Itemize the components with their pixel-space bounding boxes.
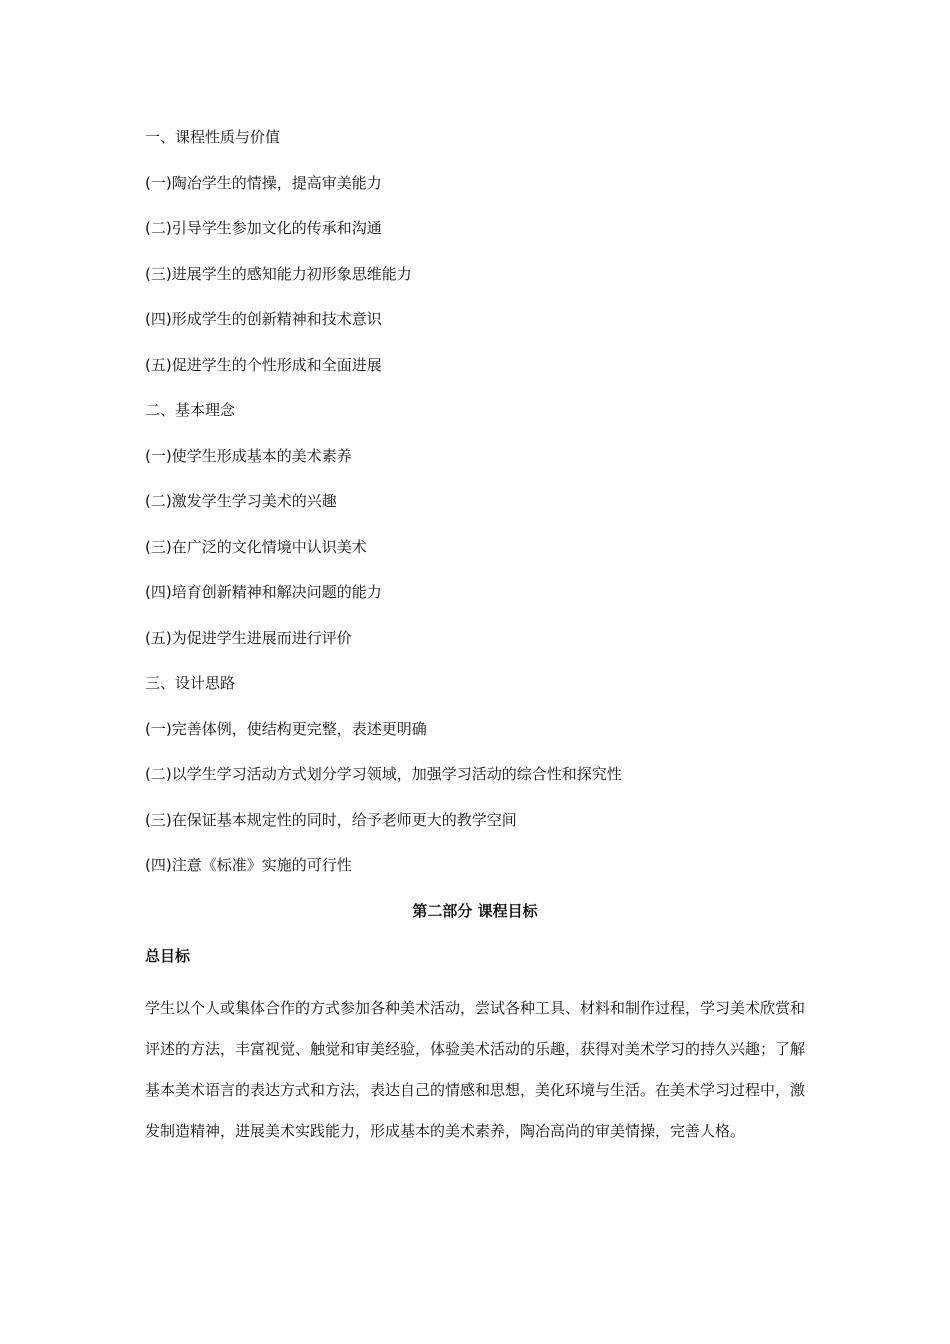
outline-item: (三)进展学生的感知能力初形象思维能力 <box>145 264 412 283</box>
outline-item: (二)引导学生参加文化的传承和沟通 <box>145 219 382 237</box>
outline-item: (四)培育创新精神和解决问题的能力 <box>145 583 382 601</box>
outline-item: (三)在广泛的文化情境中认识美术 <box>145 537 367 556</box>
goal-paragraph: 学生以个人或集体合作的方式参加各种美术活动，尝试各种工具、材料和制作过程，学习美术欣赏和评述的方法，丰富视觉、触觉和审美经验，体验美术活动的乐趣，获得对美术学习的持久兴趣；了解基本美术语言的表达方式和方法，表达自己的情感和思想，美化环境与生活。在美术学习过程中，激发制造精神，进展美术实践能力，形成基本的美术素养，陶冶高尚的审美情操，完善人格。 <box>145 999 806 1140</box>
outline-item: (三)在保证基本规定性的同时，给予老师更大的教学空间 <box>145 810 517 829</box>
outline-item: (五)促进学生的个性形成和全面进展 <box>145 355 382 374</box>
section-title: 第二部分 课程目标 <box>412 902 538 920</box>
outline-heading: 二、基本理念 <box>145 401 236 419</box>
outline-item: (二)激发学生学习美术的兴趣 <box>145 492 337 510</box>
outline-item: (一)完善体例，使结构更完整，表述更明确 <box>145 719 427 738</box>
outline-item: (一)陶冶学生的情操，提高审美能力 <box>145 173 382 192</box>
outline-heading: 三、设计思路 <box>145 674 236 692</box>
outline-item: (一)使学生形成基本的美术素养 <box>145 446 352 465</box>
outline-item: (二)以学生学习活动方式划分学习领域，加强学习活动的综合性和探究性 <box>145 765 622 783</box>
outline-item: (四)形成学生的创新精神和技术意识 <box>145 310 382 328</box>
outline-item: (四)注意《标准》实施的可行性 <box>145 856 352 874</box>
outline-item: (五)为促进学生进展而进行评价 <box>145 628 352 647</box>
course-outline <box>145 124 825 898</box>
goal-heading: 总目标 <box>145 947 191 965</box>
outline-heading: 一、课程性质与价值 <box>145 128 281 146</box>
